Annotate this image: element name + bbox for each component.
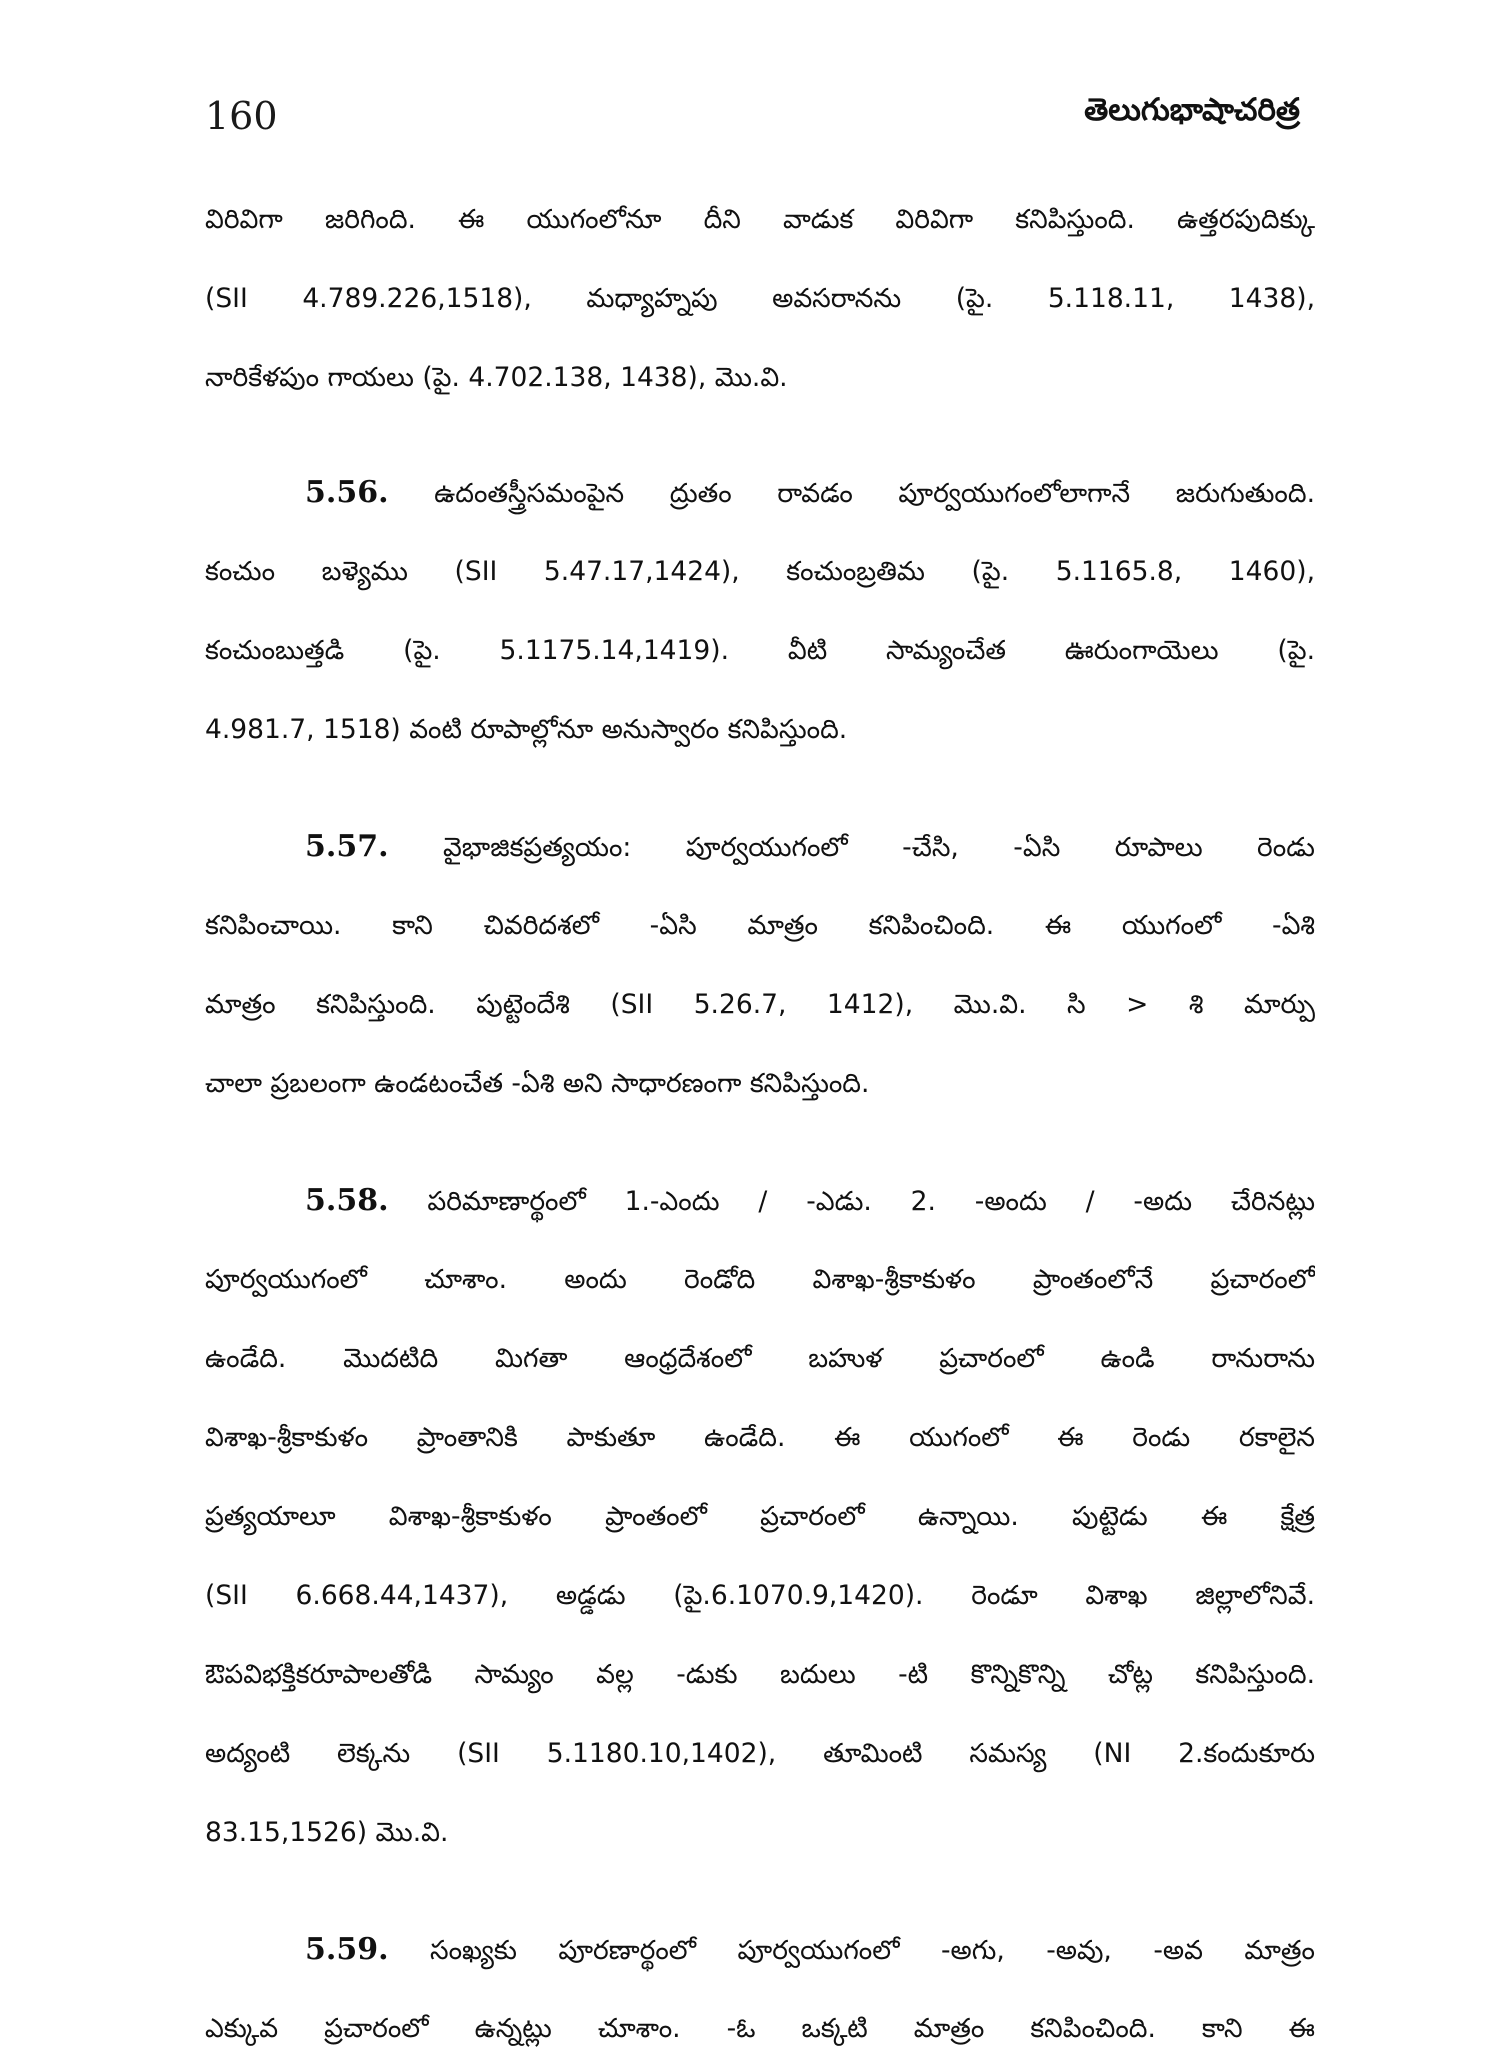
text-line: పూర్వయుగంలో చూశాం. అందు రెండోది విశాఖ-శ్రీకాకుళం ప్రాంతంలోనే ప్రచారంలో xyxy=(205,1264,1315,1295)
text-line xyxy=(205,807,1315,886)
text-line: ఉండేది. మొదటిది మిగతా ఆంధ్రదేశంలో బహుళ ప్రచారంలో ఉండి రానురాను xyxy=(205,1343,1315,1374)
text-line: మాత్రం కనిపిస్తుంది. పుట్టెందేశి (SII 5.26.7, 1412), మొ.వి. సి > శి మార్పు xyxy=(205,989,1315,1020)
text-line-content: సంఖ్యకు పూరణార్థంలో పూర్వయుగంలో -అగు, -అవు, -అవ మాత్రం xyxy=(430,1935,1315,1966)
text-line: విశాఖ-శ్రీకాకుళం ప్రాంతానికి పాకుతూ ఉండేది. ఈ యుగంలో ఈ రెండు రకాలైన xyxy=(205,1422,1315,1453)
text-line xyxy=(205,453,1315,532)
paragraph-5-58 xyxy=(205,1161,1315,1872)
text-line: ఎక్కువ ప్రచారంలో ఉన్నట్లు చూశాం. -ఓ ఒక్కటి మాత్రం కనిపించింది. కాని ఈ xyxy=(205,2013,1315,2044)
paragraph-5-59 xyxy=(205,1910,1315,2068)
text-line-content: ఉదంతస్త్రీసమంపైన ద్రుతం రావడం పూర్వయుగంలోలాగానే జరుగుతుంది. xyxy=(434,478,1315,509)
text-line: కంచుం బళ్యెము (SII 5.47.17,1424), కంచుంబ్రతిమ (పై. 5.1165.8, 1460), xyxy=(205,556,1315,587)
page-header xyxy=(205,88,1300,148)
text-line: 4.981.7, 1518) వంటి రూపాల్లోనూ అనుస్వారం కనిపిస్తుంది. xyxy=(205,714,848,745)
text-line: కంచుంబుత్తడి (పై. 5.1175.14,1419). వీటి సామ్యంచేత ఊరుంగాయెలు (పై. xyxy=(205,635,1315,666)
body-text xyxy=(205,180,1315,2068)
text-line: 83.15,1526) మొ.వి. xyxy=(205,1817,449,1848)
text-line: ప్రత్యయాలూ విశాఖ-శ్రీకాకుళం ప్రాంతంలో ప్రచారంలో ఉన్నాయి. పుట్టెడు ఈ క్షేత్ర xyxy=(205,1501,1315,1532)
text-line: కనిపించాయి. కాని చివరిదశలో -ఏసి మాత్రం కనిపించింది. ఈ యుగంలో -ఏశి xyxy=(205,910,1315,941)
text-line: (SII 4.789.226,1518), మధ్యాహ్నపు అవసరానను (పై. 5.118.11, 1438), xyxy=(205,283,1315,314)
text-line-content: పరిమాణార్థంలో 1.-ఎందు / -ఎడు. 2. -అందు / -అదు చేరినట్లు xyxy=(427,1186,1315,1217)
running-title: తెలుగుభాషాచరిత్ర xyxy=(1084,92,1300,128)
text-line xyxy=(205,1161,1315,1240)
section-number: 5.59. xyxy=(305,1932,389,1967)
page-number: 160 xyxy=(205,94,278,138)
text-line: ఔపవిభక్తికరూపాలతోడి సామ్యం వల్ల -డుకు బదులు -టి కొన్నికొన్ని చోట్ల కనిపిస్తుంది. xyxy=(205,1659,1315,1690)
paragraph-5-57 xyxy=(205,807,1315,1123)
section-number: 5.57. xyxy=(305,829,389,864)
section-number: 5.56. xyxy=(305,475,389,510)
text-line: చాలా ప్రబలంగా ఉండటంచేత -ఏశి అని సాధారణంగా కనిపిస్తుంది. xyxy=(205,1068,870,1099)
paragraph-continued xyxy=(205,180,1315,417)
text-line: విరివిగా జరిగింది. ఈ యుగంలోనూ దీని వాడుక విరివిగా కనిపిస్తుంది. ఉత్తరపుదిక్కు xyxy=(205,204,1315,235)
text-line-content: వైభాజికప్రత్యయం: పూర్వయుగంలో -చేసి, -ఏసి రూపాలు రెండు xyxy=(442,832,1315,863)
text-line xyxy=(205,1910,1315,1989)
text-line: (SII 6.668.44,1437), అడ్డడు (పై.6.1070.9,1420). రెండూ విశాఖ జిల్లాలోనివే. xyxy=(205,1580,1315,1611)
text-line: అద్యంటి లెక్కను (SII 5.1180.10,1402), తూమింటి సమస్య (NI 2.కందుకూరు xyxy=(205,1738,1315,1769)
section-number: 5.58. xyxy=(305,1183,389,1218)
text-line: నారికేళపుం గాయలు (పై. 4.702.138, 1438), మొ.వి. xyxy=(205,362,788,393)
paragraph-5-56 xyxy=(205,453,1315,769)
